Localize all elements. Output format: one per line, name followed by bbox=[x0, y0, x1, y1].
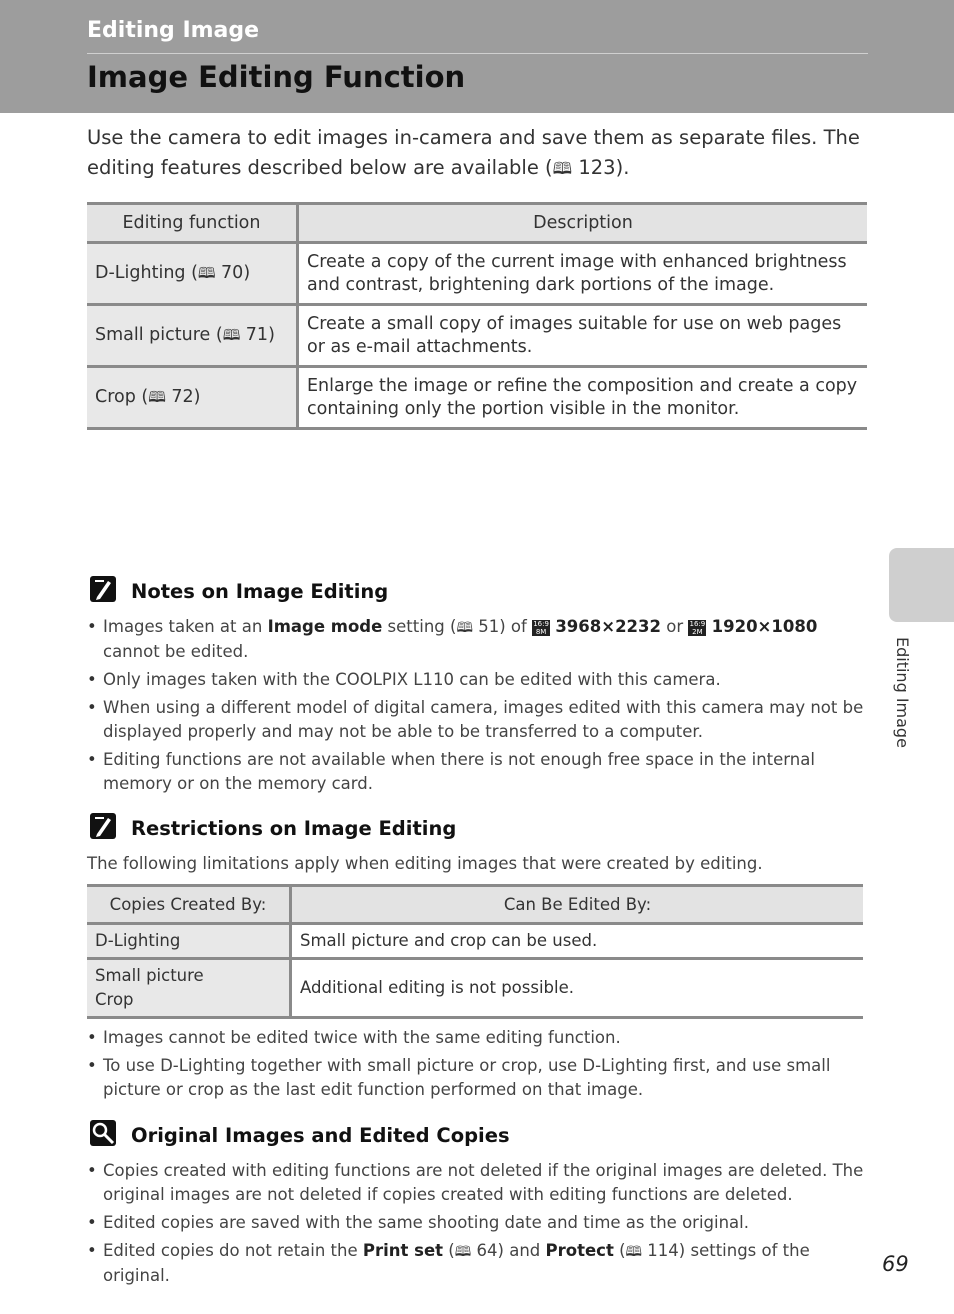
function-description-cell: Create a small copy of images suitable for use on web pages or as e-mail attachments. bbox=[298, 305, 868, 367]
copy-type-cell: D-Lighting bbox=[87, 924, 291, 959]
notes-list bbox=[87, 615, 867, 800]
restrictions-heading: Restrictions on Image Editing bbox=[131, 817, 457, 840]
list-item: • Images taken at an Image mode setting (🕮 51) of 16:9 8M 3968×2232 or 16:9 2M 1920×1080 cannot be edited. bbox=[87, 615, 867, 664]
editing-functions-table bbox=[87, 202, 867, 430]
table-row bbox=[87, 305, 867, 367]
book-ref-icon: 🕮 bbox=[552, 159, 573, 178]
header-band bbox=[0, 0, 954, 113]
section-title: Editing Image bbox=[87, 18, 260, 43]
header-divider bbox=[87, 53, 868, 54]
table-header-row bbox=[87, 204, 867, 243]
page-number: 69 bbox=[882, 1252, 909, 1276]
originals-heading: Original Images and Edited Copies bbox=[131, 1124, 510, 1147]
intro-paragraph bbox=[87, 123, 877, 184]
header-copies-created-by: Copies Created By: bbox=[87, 886, 291, 924]
edit-allowed-cell: Small picture and crop can be used. bbox=[291, 924, 864, 959]
restrictions-table bbox=[87, 884, 863, 1019]
table-row bbox=[87, 367, 867, 429]
list-item: • Only images taken with the COOLPIX L110 can be edited with this camera. bbox=[87, 668, 867, 692]
book-ref-icon: 🕮 bbox=[197, 264, 216, 282]
copy-type-cell: Small picture Crop bbox=[87, 959, 291, 1018]
list-item: • When using a different model of digital camera, images edited with this camera may not be displayed properly and may not be able to be transferred to a computer. bbox=[87, 696, 867, 744]
table-row bbox=[87, 959, 863, 1018]
page-title: Image Editing Function bbox=[87, 60, 466, 94]
function-name-cell: D-Lighting (🕮 70) bbox=[87, 243, 298, 305]
list-item: • Copies created with editing functions are not deleted if the original images are deleted. The original images are not deleted if copies created with editing functions are deleted. bbox=[87, 1159, 867, 1207]
pencil-note-icon bbox=[89, 575, 117, 603]
image-mode-16x9-2m-icon: 16:9 2M bbox=[689, 619, 706, 636]
edit-allowed-cell: Additional editing is not possible. bbox=[291, 959, 864, 1018]
list-item: • Edited copies do not retain the Print set (🕮 64) and Protect (🕮 114) settings of the original. bbox=[87, 1239, 867, 1288]
book-ref-icon: 🕮 bbox=[454, 1244, 472, 1260]
function-description-cell: Create a copy of the current image with enhanced brightness and contrast, brightening dark portions of the image. bbox=[298, 243, 868, 305]
table-row bbox=[87, 243, 867, 305]
intro-text-end: ). bbox=[615, 156, 630, 179]
book-ref-icon: 🕮 bbox=[625, 1244, 643, 1260]
header-description: Description bbox=[298, 204, 868, 243]
function-name-cell: Small picture (🕮 71) bbox=[87, 305, 298, 367]
side-tab bbox=[889, 548, 954, 622]
header-can-be-edited-by: Can Be Edited By: bbox=[291, 886, 864, 924]
list-item: • Images cannot be edited twice with the same editing function. bbox=[87, 1026, 867, 1050]
image-mode-16x9-8m-icon: 16:9 8M bbox=[533, 619, 549, 636]
magnifier-note-icon bbox=[89, 1119, 117, 1147]
table-header-row bbox=[87, 886, 863, 924]
header-editing-function: Editing function bbox=[87, 204, 298, 243]
book-ref-icon: 🕮 bbox=[456, 620, 473, 636]
intro-text: Use the camera to edit images in-camera and save them as separate files. The editing features described below are available ( bbox=[87, 126, 860, 179]
list-item: • To use D-Lighting together with small picture or crop, use D-Lighting first, and use small picture or crop as the last edit function performed on that image. bbox=[87, 1054, 867, 1102]
book-ref-icon: 🕮 bbox=[148, 388, 166, 406]
side-tab-label: Editing Image bbox=[893, 637, 912, 748]
restrictions-list bbox=[87, 1026, 867, 1106]
function-description-cell: Enlarge the image or refine the composition and create a copy containing only the portion visible in the monitor. bbox=[298, 367, 868, 429]
originals-list bbox=[87, 1159, 867, 1292]
restrictions-intro: The following limitations apply when editing images that were created by editing. bbox=[87, 854, 763, 873]
notes-heading: Notes on Image Editing bbox=[131, 580, 389, 603]
function-name-cell: Crop (🕮 72) bbox=[87, 367, 298, 429]
list-item: • Edited copies are saved with the same shooting date and time as the original. bbox=[87, 1211, 867, 1235]
table-row bbox=[87, 924, 863, 959]
list-item: • Editing functions are not available when there is not enough free space in the internal memory or on the memory card. bbox=[87, 748, 867, 796]
book-ref-icon: 🕮 bbox=[222, 326, 241, 344]
intro-ref: 123 bbox=[578, 156, 616, 179]
pencil-note-icon bbox=[89, 812, 117, 840]
